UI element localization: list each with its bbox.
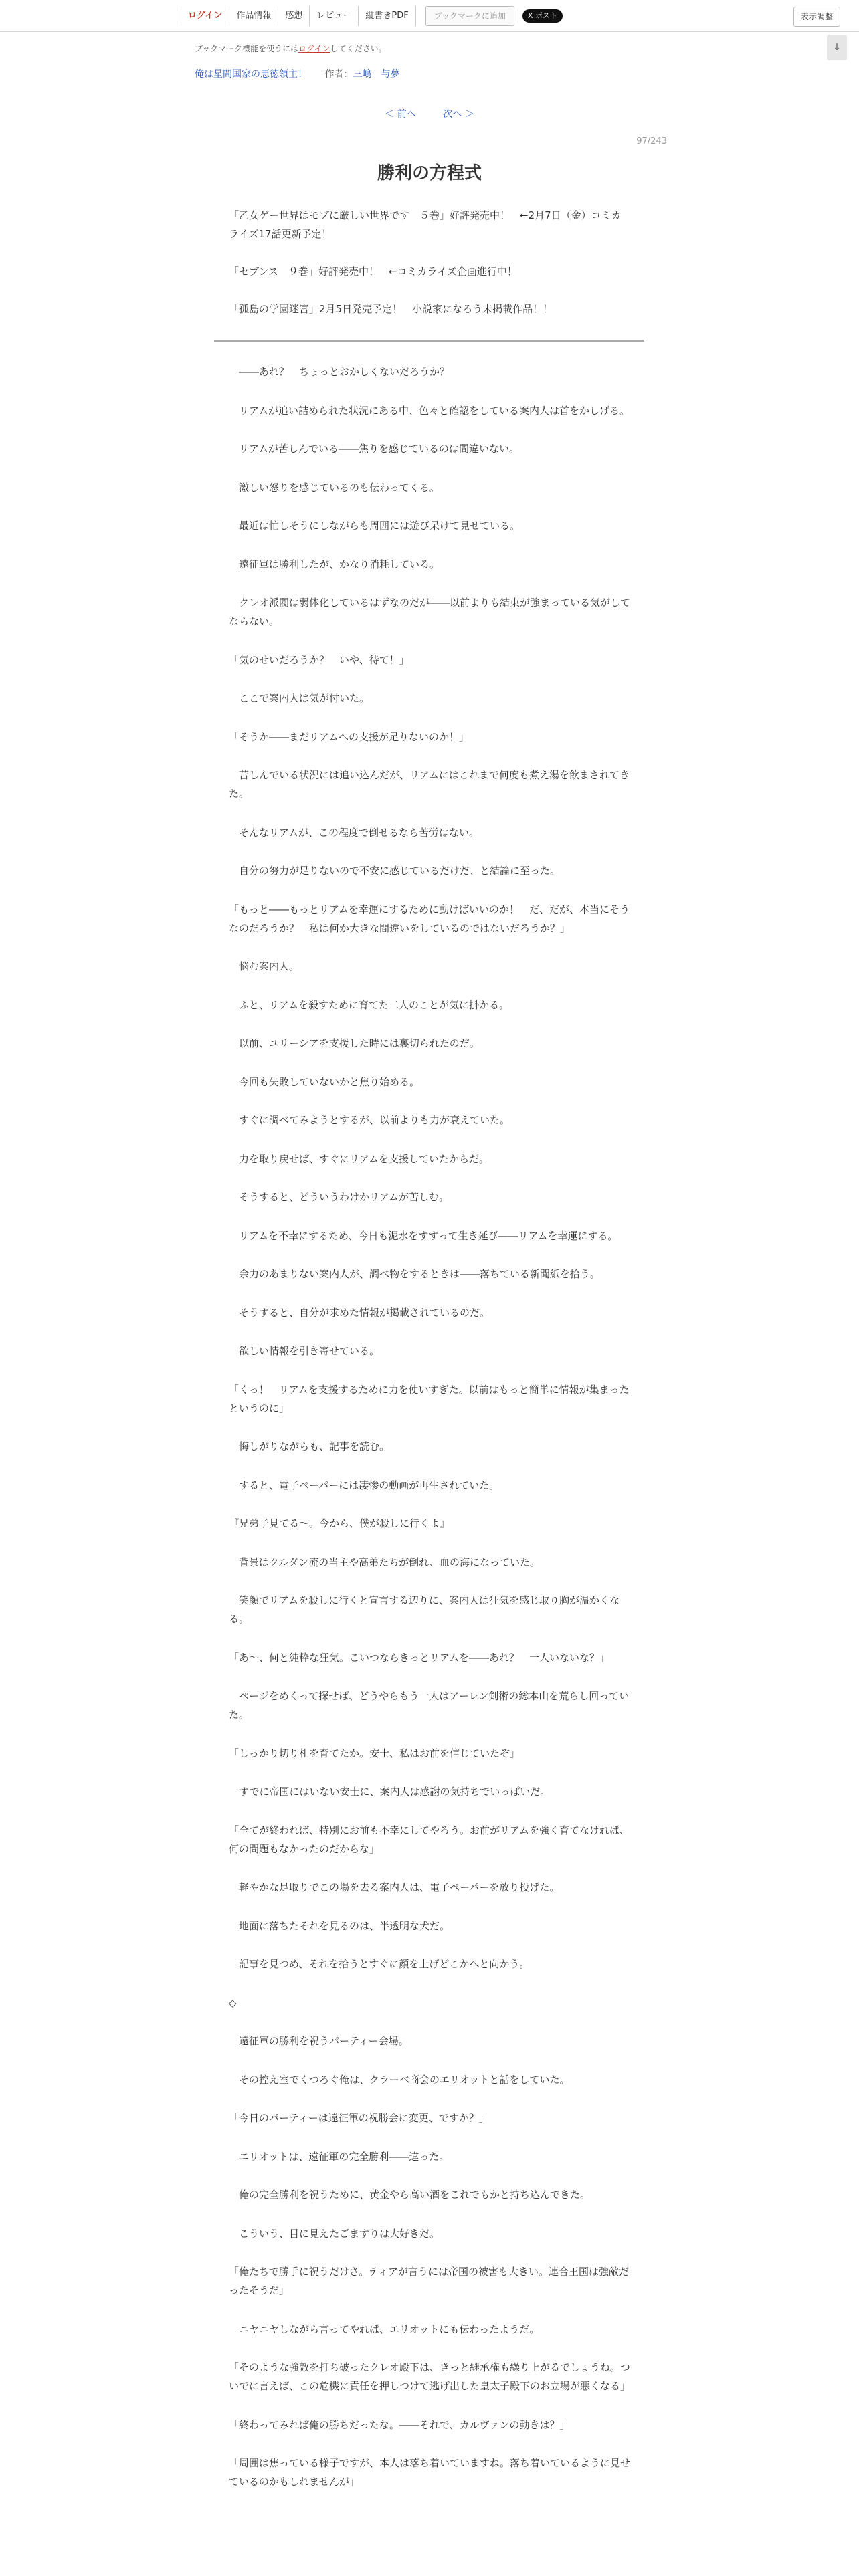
body-paragraph: ページをめくって探せば、どうやらもう一人はアーレン剣術の総本山を荒らし回っていた。 bbox=[229, 1690, 630, 1721]
body-paragraph: 俺の完全勝利を祝うために、黄金やら高い酒をこれでもかと持ち込んできた。 bbox=[229, 2189, 591, 2201]
login-button[interactable]: ログイン bbox=[181, 6, 229, 26]
body-paragraph: 「しっかり切り札を育てたか。安士、私はお前を信じていたぞ」 bbox=[229, 1747, 520, 1759]
body-paragraph: 悔しがりながらも、記事を読む。 bbox=[229, 1440, 390, 1453]
body-paragraph: すでに帝国にはいない安士に、案内人は感謝の気持ちでいっぱいだ。 bbox=[229, 1786, 551, 1798]
body-paragraph: ――あれ？ ちょっとおかしくないだろうか？ bbox=[229, 366, 450, 378]
next-chapter-link[interactable]: 次へ ＞ bbox=[443, 109, 474, 120]
novel-body bbox=[229, 362, 630, 2511]
body-paragraph: 欲しい情報を引き寄せている。 bbox=[229, 1345, 380, 1357]
display-settings-button[interactable]: 表示調整 bbox=[793, 7, 840, 27]
body-paragraph: 軽やかな足取りでこの場を去る案内人は、電子ペーパーを放り投げた。 bbox=[229, 1881, 560, 1893]
body-paragraph: 「気のせいだろうか？ いや、待て！」 bbox=[229, 653, 409, 666]
preface bbox=[229, 206, 630, 337]
body-paragraph: 力を取り戻せば、すぐにリアムを支援していたからだ。 bbox=[229, 1152, 489, 1165]
body-paragraph: すると、電子ペーパーには凄惨の動画が再生されていた。 bbox=[229, 1479, 500, 1491]
body-paragraph: そうすると、自分が求めた情報が掲載されているのだ。 bbox=[229, 1306, 490, 1319]
body-paragraph: リアムが追い詰められた状況にある中、色々と確認をしている案内人は首をかしげる。 bbox=[229, 404, 630, 417]
author-link[interactable]: 三嶋 与夢 bbox=[353, 69, 400, 80]
review-button[interactable]: レビュー bbox=[309, 6, 358, 26]
notice-login-link[interactable]: ログイン bbox=[298, 44, 330, 53]
add-bookmark-button[interactable]: ブックマークに追加 bbox=[425, 6, 514, 26]
body-paragraph: ふと、リアムを殺すために育てた二人のことが気に掛かる。 bbox=[229, 998, 509, 1011]
body-paragraph: すぐに調べてみようとするが、以前よりも力が衰えていた。 bbox=[229, 1114, 510, 1126]
chapter-title: 勝利の方程式 bbox=[377, 163, 482, 183]
body-paragraph: 「今日のパーティーは遠征軍の祝勝会に変更、ですか？」 bbox=[229, 2112, 489, 2124]
body-paragraph: 『兄弟子見てる～。今から、僕が殺しに行くよ』 bbox=[229, 1517, 450, 1529]
body-paragraph: クレオ派閥は弱体化しているはずなのだが――以前よりも結束が強まっている気がしてならない。 bbox=[229, 597, 631, 627]
series-info bbox=[195, 67, 399, 80]
author-label: 作者： bbox=[324, 69, 353, 80]
body-paragraph: 最近は忙しそうにしながらも周囲には遊び呆けて見せている。 bbox=[229, 520, 520, 532]
body-paragraph: 「終わってみれば俺の勝ちだったな。――それで、カルヴァンの動きは？」 bbox=[229, 2418, 570, 2431]
body-paragraph: 記事を見つめ、それを拾うとすぐに顔を上げどこかへと向かう。 bbox=[229, 1958, 530, 1970]
body-paragraph: そうすると、どういうわけかリアムが苦しむ。 bbox=[229, 1191, 449, 1203]
body-paragraph: 「もっと――もっとリアムを幸運にするために動けばいいのか！ だ、だが、本当にそうなのだろうか？ 私は何か大きな間違いをしているのではないだろうか？」 bbox=[229, 903, 630, 934]
notice-suffix: してください。 bbox=[330, 44, 387, 53]
work-info-button[interactable]: 作品情報 bbox=[229, 6, 278, 26]
prev-chapter-link[interactable]: ＜ 前へ bbox=[385, 109, 416, 120]
bookmark-login-notice bbox=[195, 43, 387, 54]
top-navigation-bar bbox=[0, 0, 859, 32]
impressions-button[interactable]: 感想 bbox=[278, 6, 309, 26]
preface-paragraph: 「セブンス ９巻」好評発売中！ ←コミカライズ企画進行中！ bbox=[229, 265, 517, 278]
body-paragraph: その控え室でくつろぐ俺は、クラーベ商会のエリオットと話をしていた。 bbox=[229, 2073, 570, 2086]
body-paragraph: 悩む案内人。 bbox=[229, 960, 300, 972]
body-paragraph: 背景はクルダン流の当主や高弟たちが倒れ、血の海になっていた。 bbox=[229, 1555, 541, 1568]
body-paragraph: 「周囲は焦っている様子ですが、本人は落ち着いていますね。落ち着いているように見せているのかもしれませんが」 bbox=[229, 2457, 631, 2488]
preface-divider bbox=[214, 340, 644, 342]
notice-prefix: ブックマーク機能を使うには bbox=[195, 44, 299, 53]
body-paragraph: こういう、目に見えたごますりは大好きだ。 bbox=[229, 2227, 440, 2240]
chapter-pager bbox=[0, 107, 859, 120]
scroll-down-icon[interactable]: ↓ bbox=[827, 35, 847, 60]
x-share-button[interactable]: X ポスト bbox=[522, 9, 563, 23]
body-paragraph: リアムが苦しんでいる――焦りを感じているのは間違いない。 bbox=[229, 443, 519, 455]
body-paragraph: 笑顔でリアムを殺しに行くと宣言する辺りに、案内人は狂気を感じ取り胸が温かくなる。 bbox=[229, 1594, 619, 1625]
preface-paragraph: 「乙女ゲー世界はモブに厳しい世界です ５巻」好評発売中！ ←2月7日（金）コミカライズ17話更新予定！ bbox=[229, 209, 622, 240]
body-paragraph: ◇ bbox=[229, 1996, 237, 2009]
body-paragraph: 余力のあまりない案内人が、調べ物をするときは――落ちている新聞紙を拾う。 bbox=[229, 1268, 600, 1280]
body-paragraph: 遠征軍は勝利したが、かなり消耗している。 bbox=[229, 558, 440, 570]
preface-paragraph: 「孤島の学園迷宮」2月5日発売予定！ 小説家になろう未掲載作品！！ bbox=[229, 303, 553, 315]
body-paragraph: 苦しんでいる状況には追い込んだが、リアムにはこれまで何度も煮え湯を飲まされてきた。 bbox=[229, 769, 630, 800]
body-paragraph: 「くっ！ リアムを支援するために力を使いすぎた。以前はもっと簡単に情報が集まったというのに」 bbox=[229, 1383, 630, 1414]
top-nav-group bbox=[181, 6, 563, 26]
body-paragraph: リアムを不幸にするため、今日も泥水をすすって生き延び――リアムを幸運にする。 bbox=[229, 1229, 618, 1242]
body-paragraph: 地面に落ちたそれを見るのは、半透明な犬だ。 bbox=[229, 1919, 450, 1932]
body-paragraph: 「そのような強敵を打ち破ったクレオ殿下は、きっと継承権も繰り上がるでしょうね。ついでに言えば、この危機に責任を押しつけて逃げ出した皇太子殿下のお立場が悪くなる」 bbox=[229, 2361, 631, 2392]
body-paragraph: 今回も失敗していないかと焦り始める。 bbox=[229, 1075, 420, 1088]
body-paragraph: 「俺たちで勝手に祝うだけさ。ティアが言うには帝国の被害も大きい。連合王国は強敵だったそうだ」 bbox=[229, 2266, 630, 2296]
body-paragraph: 「そうか――まだリアムへの支援が足りないのか！」 bbox=[229, 730, 469, 743]
body-paragraph: 「あ～、何と純粋な狂気。こいつならきっとリアムを――あれ？ 一人いないな？」 bbox=[229, 1651, 609, 1664]
body-paragraph: 激しい怒りを感じているのも伝わってくる。 bbox=[229, 481, 440, 494]
chapter-number: 97/243 bbox=[636, 136, 667, 146]
body-paragraph: 「全てが終われば、特別にお前も不幸にしてやろう。お前がリアムを強く育てなければ、何の問題もなかったのだからな」 bbox=[229, 1824, 630, 1855]
body-paragraph: 遠征軍の勝利を祝うパーティー会場。 bbox=[229, 2035, 409, 2047]
body-paragraph: 自分の努力が足りないので不安に感じているだけだ、と結論に至った。 bbox=[229, 865, 561, 877]
body-paragraph: ここで案内人は気が付いた。 bbox=[229, 692, 370, 704]
body-paragraph: 以前、ユリーシアを支援した時には裏切られたのだ。 bbox=[229, 1037, 480, 1049]
series-title-link[interactable]: 俺は星間国家の悪徳領主！ bbox=[195, 69, 307, 80]
body-paragraph: エリオットは、遠征軍の完全勝利――違った。 bbox=[229, 2150, 450, 2163]
body-paragraph: ニヤニヤしながら言ってやれば、エリオットにも伝わったようだ。 bbox=[229, 2323, 540, 2335]
body-paragraph: そんなリアムが、この程度で倒せるなら苦労はない。 bbox=[229, 826, 479, 839]
vertical-pdf-button[interactable]: 縦書きPDF bbox=[358, 6, 415, 26]
